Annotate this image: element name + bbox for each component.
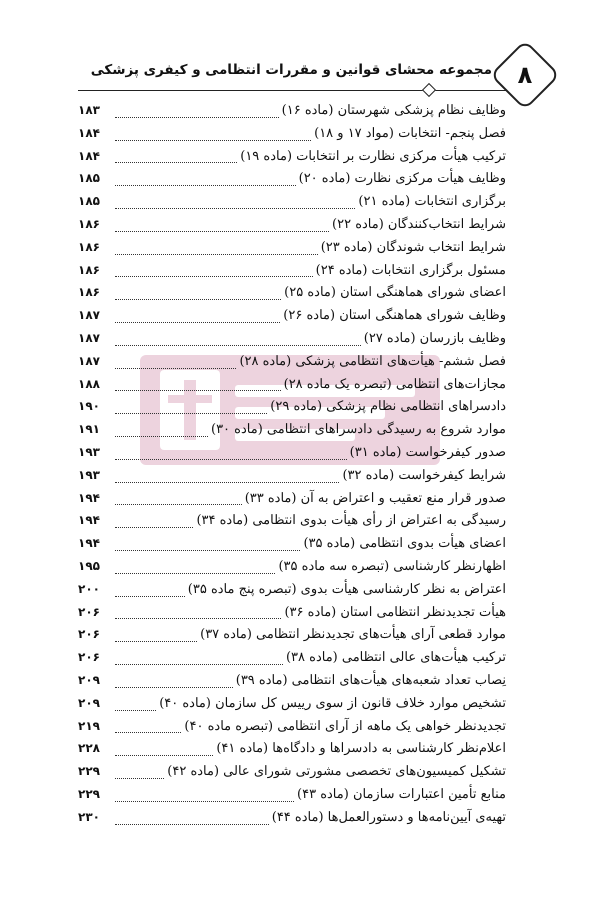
toc-entry-title: شرایط کیفرخواست (ماده ۳۲) bbox=[342, 467, 506, 483]
toc-entry-title: فصل ششم- هیأت‌های انتظامی پزشکی (ماده ۲۸) bbox=[239, 353, 506, 369]
toc-dot-leader bbox=[115, 254, 318, 255]
toc-dot-leader bbox=[115, 687, 233, 688]
toc-entry bbox=[78, 354, 506, 377]
toc-dot-leader bbox=[115, 618, 281, 619]
toc-dot-leader bbox=[115, 185, 296, 186]
toc-entry bbox=[78, 263, 506, 286]
toc-entry bbox=[78, 696, 506, 719]
table-of-contents bbox=[78, 103, 506, 833]
toc-dot-leader bbox=[115, 596, 185, 597]
toc-dot-leader bbox=[115, 482, 339, 483]
toc-entry-title: اعلام‌نظر کارشناسی به دادسراها و دادگاه‌ها (ماده ۴۱) bbox=[216, 741, 506, 757]
toc-dot-leader bbox=[115, 550, 300, 551]
toc-entry-title: صدور قرار منع تعقیب و اعتراض به آن (ماده ۳۳) bbox=[244, 490, 506, 506]
toc-entry bbox=[78, 308, 506, 331]
toc-entry-page: ۱۹۵ bbox=[78, 558, 100, 573]
toc-entry-title: تشکیل کمیسیون‌های تخصصی مشورتی شورای عالی (ماده ۴۲) bbox=[167, 764, 506, 780]
toc-entry bbox=[78, 491, 506, 514]
toc-entry bbox=[78, 513, 506, 536]
toc-entry bbox=[78, 171, 506, 194]
toc-entry bbox=[78, 627, 506, 650]
toc-entry-page: ۲۳۰ bbox=[78, 809, 100, 824]
toc-entry-page: ۱۸۴ bbox=[78, 125, 100, 140]
toc-entry-title: موارد شروع به رسیدگی دادسراهای انتظامی (ماده ۳۰) bbox=[211, 422, 506, 438]
toc-entry-title: موارد قطعی آرای هیأت‌های تجدیدنظر انتظامی (ماده ۳۷) bbox=[200, 627, 506, 643]
toc-entry-page: ۱۸۳ bbox=[78, 103, 100, 117]
toc-dot-leader bbox=[115, 459, 347, 460]
toc-entry-page: ۱۸۶ bbox=[78, 262, 100, 277]
toc-entry-page: ۱۸۷ bbox=[78, 353, 100, 368]
toc-entry-page: ۱۸۷ bbox=[78, 308, 100, 323]
toc-entry-page: ۱۹۳ bbox=[78, 467, 100, 482]
toc-dot-leader bbox=[115, 208, 355, 209]
toc-dot-leader bbox=[115, 322, 280, 323]
page-number: ۸ bbox=[517, 61, 533, 89]
toc-entry-page: ۲۲۹ bbox=[78, 764, 100, 779]
toc-entry bbox=[78, 194, 506, 217]
toc-dot-leader bbox=[115, 276, 313, 277]
toc-entry bbox=[78, 810, 506, 833]
toc-entry-title: نِصاب تعداد شعبه‌های هیأت‌های انتظامی (ماده ۳۹) bbox=[235, 672, 506, 688]
toc-entry bbox=[78, 764, 506, 787]
toc-entry-title: تشخیص موارد خلاف قانون از سوی رییس کل سازمان (ماده ۴۰) bbox=[159, 695, 506, 711]
toc-entry-page: ۱۹۰ bbox=[78, 399, 100, 414]
toc-entry-page: ۲۰۶ bbox=[78, 650, 100, 665]
toc-entry-page: ۱۸۵ bbox=[78, 171, 100, 186]
toc-entry-title: هیأت تجدیدنظر انتظامی استان (ماده ۳۶) bbox=[284, 604, 506, 620]
toc-entry-page: ۲۰۶ bbox=[78, 627, 100, 642]
toc-entry-title: وظایف هیأت مرکزی نظارت (ماده ۲۰) bbox=[298, 171, 506, 187]
toc-dot-leader bbox=[115, 231, 329, 232]
toc-entry-page: ۲۰۹ bbox=[78, 695, 100, 710]
toc-entry-title: اعتراض به نظر کارشناسی هیأت بدوی (تبصره پنج ماده ۳۵) bbox=[187, 581, 506, 597]
toc-entry bbox=[78, 422, 506, 445]
toc-dot-leader bbox=[115, 368, 236, 369]
toc-entry bbox=[78, 559, 506, 582]
toc-dot-leader bbox=[115, 824, 269, 825]
running-title: مجموعه محشای قوانین و مقررات انتظامی و کیفری پزشکی bbox=[90, 62, 492, 78]
toc-dot-leader bbox=[115, 299, 281, 300]
header-diamond-ornament bbox=[422, 83, 436, 97]
toc-entry-title: اظهارنظر کارشناسی (تبصره سه ماده ۳۵) bbox=[278, 558, 506, 574]
toc-entry-title: برگزاری انتخابات (ماده ۲۱) bbox=[358, 194, 506, 210]
toc-entry bbox=[78, 582, 506, 605]
toc-entry-page: ۲۰۰ bbox=[78, 581, 100, 596]
toc-entry bbox=[78, 787, 506, 810]
toc-entry-title: اعضای هیأت بدوی انتظامی (ماده ۳۵) bbox=[303, 536, 506, 552]
toc-entry-title: دادسراهای انتظامی نظام پزشکی (ماده ۲۹) bbox=[270, 399, 506, 415]
toc-entry bbox=[78, 445, 506, 468]
toc-entry bbox=[78, 217, 506, 240]
toc-entry-page: ۱۸۶ bbox=[78, 285, 100, 300]
toc-entry-title: تهیه‌ی آیین‌نامه‌ها و دستورالعمل‌ها (ماده ۴۴) bbox=[271, 809, 506, 825]
toc-dot-leader bbox=[115, 117, 279, 118]
toc-dot-leader bbox=[115, 710, 156, 711]
toc-entry-page: ۲۰۹ bbox=[78, 672, 100, 687]
toc-entry-page: ۱۹۴ bbox=[78, 490, 100, 505]
toc-entry-page: ۱۹۳ bbox=[78, 444, 100, 459]
toc-entry bbox=[78, 331, 506, 354]
toc-entry-page: ۱۸۸ bbox=[78, 376, 100, 391]
toc-entry-title: شرایط انتخاب شوندگان (ماده ۲۳) bbox=[320, 239, 506, 255]
page-header bbox=[0, 0, 600, 100]
toc-entry bbox=[78, 240, 506, 263]
toc-dot-leader bbox=[115, 390, 281, 391]
toc-entry-page: ۲۲۹ bbox=[78, 786, 100, 801]
toc-dot-leader bbox=[115, 527, 193, 528]
toc-entry-page: ۲۰۶ bbox=[78, 604, 100, 619]
toc-entry bbox=[78, 285, 506, 308]
toc-entry-title: رسیدگی به اعتراض از رأی هیأت بدوی انتظامی (ماده ۳۴) bbox=[196, 513, 506, 529]
toc-entry-title: اعضای شورای هماهنگی استان (ماده ۲۵) bbox=[284, 285, 506, 301]
toc-entry bbox=[78, 399, 506, 422]
toc-entry-page: ۱۸۶ bbox=[78, 216, 100, 231]
toc-dot-leader bbox=[115, 345, 361, 346]
toc-dot-leader bbox=[115, 641, 197, 642]
toc-dot-leader bbox=[115, 664, 283, 665]
toc-entry bbox=[78, 536, 506, 559]
toc-entry-page: ۱۸۵ bbox=[78, 194, 100, 209]
toc-entry-title: شرایط انتخاب‌کنندگان (ماده ۲۲) bbox=[332, 216, 506, 232]
toc-dot-leader bbox=[115, 413, 267, 414]
toc-entry bbox=[78, 103, 506, 126]
toc-dot-leader bbox=[115, 755, 213, 756]
toc-dot-leader bbox=[115, 140, 311, 141]
toc-entry-title: مسئول برگزاری انتخابات (ماده ۲۴) bbox=[315, 262, 506, 278]
header-rule bbox=[78, 90, 506, 91]
toc-entry-title: وظایف نظام پزشکی شهرستان (ماده ۱۶) bbox=[281, 103, 506, 118]
toc-entry-page: ۱۹۴ bbox=[78, 536, 100, 551]
toc-entry-title: ترکیب هیأت مرکزی نظارت بر انتخابات (ماده ۱۹) bbox=[240, 148, 506, 164]
toc-entry-title: وظایف بازرسان (ماده ۲۷) bbox=[363, 330, 506, 346]
toc-entry bbox=[78, 605, 506, 628]
toc-dot-leader bbox=[115, 801, 294, 802]
toc-entry bbox=[78, 377, 506, 400]
toc-entry-title: مجازات‌های انتظامی (تبصره یک ماده ۲۸) bbox=[283, 376, 506, 392]
toc-entry-page: ۱۸۷ bbox=[78, 330, 100, 345]
toc-entry-title: تجدیدنظر خواهی یک ماهه از آرای انتظامی (تبصره ماده ۴۰) bbox=[184, 718, 506, 734]
toc-entry-title: منابع تأمین اعتبارات سازمان (ماده ۴۳) bbox=[297, 786, 506, 802]
toc-dot-leader bbox=[115, 504, 242, 505]
toc-dot-leader bbox=[115, 162, 237, 163]
toc-entry bbox=[78, 741, 506, 764]
toc-entry-title: ترکیب هیأت‌های عالی انتظامی (ماده ۳۸) bbox=[285, 650, 506, 666]
toc-entry bbox=[78, 719, 506, 742]
toc-entry bbox=[78, 468, 506, 491]
toc-entry bbox=[78, 149, 506, 172]
toc-entry-page: ۱۹۱ bbox=[78, 422, 100, 437]
toc-entry-title: وظایف شورای هماهنگی استان (ماده ۲۶) bbox=[283, 308, 506, 324]
toc-dot-leader bbox=[115, 436, 208, 437]
toc-entry-page: ۲۲۸ bbox=[78, 741, 100, 756]
toc-entry-page: ۱۸۴ bbox=[78, 148, 100, 163]
toc-entry-title: صدور کیفرخواست (ماده ۳۱) bbox=[349, 444, 506, 460]
toc-entry bbox=[78, 126, 506, 149]
toc-entry bbox=[78, 650, 506, 673]
toc-dot-leader bbox=[115, 732, 181, 733]
toc-dot-leader bbox=[115, 778, 164, 779]
toc-entry-page: ۲۱۹ bbox=[78, 718, 100, 733]
toc-entry-page: ۱۹۴ bbox=[78, 513, 100, 528]
toc-entry-title: فصل پنجم- انتخابات (مواد ۱۷ و ۱۸) bbox=[314, 125, 506, 141]
toc-entry-page: ۱۸۶ bbox=[78, 239, 100, 254]
toc-entry bbox=[78, 673, 506, 696]
toc-dot-leader bbox=[115, 573, 275, 574]
